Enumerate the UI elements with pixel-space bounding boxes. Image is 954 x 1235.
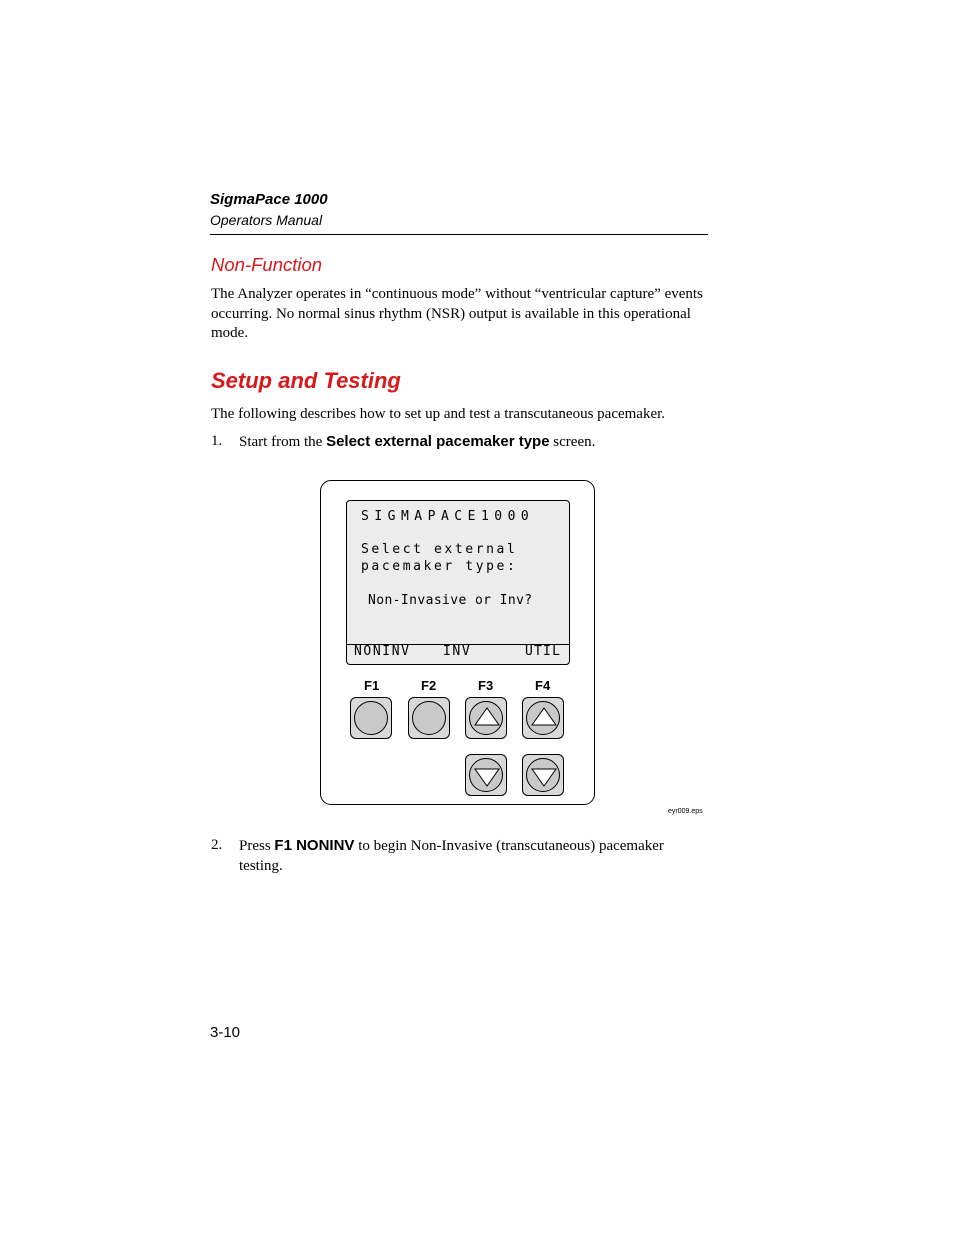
down-arrow-icon (466, 755, 508, 797)
up-arrow-icon (466, 698, 508, 740)
lcd-screen (346, 500, 570, 665)
round-button-icon (412, 701, 446, 735)
step-text-after: to begin Non-Invasive (transcutaneous) pacemaker testing. (239, 838, 664, 874)
f2-label: F2 (421, 678, 437, 693)
step-number: 2. (211, 837, 223, 853)
lcd-line-question: Non-Invasive or Inv? (368, 593, 533, 608)
header-rule (210, 234, 708, 235)
manual-subtitle: Operators Manual (210, 212, 323, 228)
page-number: 3-10 (210, 1024, 241, 1041)
figure-caption: eyr009.eps (668, 808, 703, 815)
step-1 (211, 432, 711, 454)
f3-down-key[interactable] (465, 754, 507, 796)
softkey-label-inv: INV (443, 644, 472, 659)
step-number: 1. (211, 433, 223, 449)
f4-up-key[interactable] (522, 697, 564, 739)
f4-label: F4 (535, 678, 551, 693)
non-function-heading: Non-Function (211, 254, 323, 275)
step-text (239, 836, 709, 876)
step-bold-label: F1 NONINV (274, 837, 355, 854)
down-arrow-icon (523, 755, 565, 797)
f3-up-key[interactable] (465, 697, 507, 739)
f1-key[interactable] (350, 697, 392, 739)
up-arrow-icon (523, 698, 565, 740)
f3-label: F3 (478, 678, 494, 693)
softkey-label-noninv: NONINV (354, 644, 411, 659)
non-function-paragraph: The Analyzer operates in “continuous mode” without “ventricular capture” events occurring. No normal sinus rhythm (NSR) output is available in this operational mode. (211, 286, 703, 341)
f2-key[interactable] (408, 697, 450, 739)
step-text (239, 432, 709, 453)
step-text-after: screen. (549, 434, 596, 450)
lcd-line-prompt-2: pacemaker type: (361, 559, 518, 574)
softkey-label-util: UTIL (525, 644, 562, 659)
analyzer-front-panel (320, 480, 595, 805)
f4-down-key[interactable] (522, 754, 564, 796)
step-text-before: Start from the (239, 434, 327, 450)
lcd-line-prompt-1: Select external (361, 542, 518, 557)
manual-title: SigmaPace 1000 (210, 191, 328, 208)
round-button-icon (354, 701, 388, 735)
setup-intro-paragraph: The following describes how to set up and test a transcutaneous pacemaker. (211, 406, 666, 422)
f1-label: F1 (364, 678, 380, 693)
setup-testing-heading: Setup and Testing (211, 368, 401, 393)
step-text-before: Press (239, 838, 275, 854)
step-bold-label: Select external pacemaker type (326, 433, 550, 450)
lcd-line-model: SIGMAPACE1000 (361, 509, 535, 524)
step-2 (211, 836, 711, 880)
